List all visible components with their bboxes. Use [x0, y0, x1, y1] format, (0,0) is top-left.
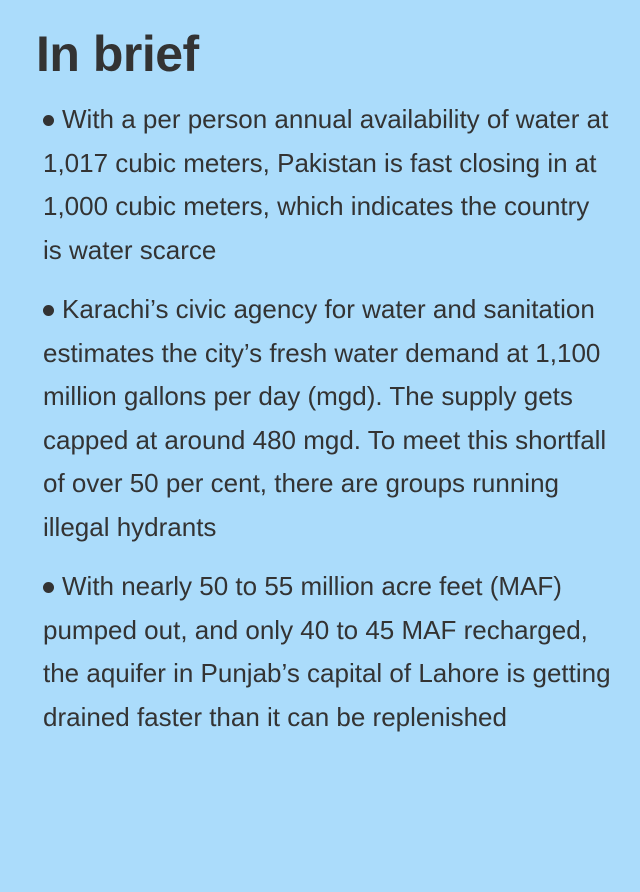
bullet-dot-icon [43, 305, 54, 316]
bullet-text: Karachi’s civic agency for water and sanitation estimates the city’s fresh water demand at 1,100 million gallons per day (mgd). The supply gets capped at around 480 mgd. To meet this shortfall of over 50 per cent, there are groups running illegal hydrants [43, 294, 607, 542]
bullet-list [36, 98, 612, 739]
panel-title: In brief [36, 26, 199, 82]
bullet-text: With a per person annual availability of water at 1,017 cubic meters, Pakistan is fast closing in at 1,000 cubic meters, which indicates the country is water scarce [43, 104, 609, 265]
bullet-dot-icon [43, 582, 54, 593]
bullet-text: With nearly 50 to 55 million acre feet (MAF) pumped out, and only 40 to 45 MAF recharged, the aquifer in Punjab’s capital of Lahore is getting drained faster than it can be replenished [43, 571, 611, 732]
bullet-item-karachi-demand [36, 288, 612, 549]
bullet-dot-icon [43, 115, 54, 126]
bullet-item-lahore-aquifer [36, 565, 612, 739]
bullet-item-water-availability [36, 98, 612, 272]
